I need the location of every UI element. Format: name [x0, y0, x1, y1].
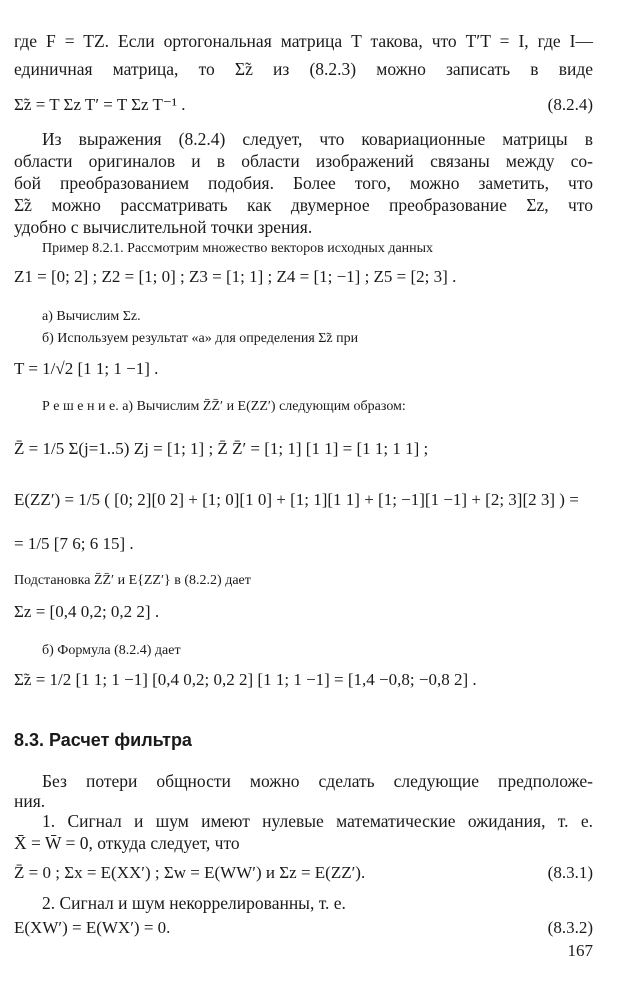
paragraph-line-1: Из выражения (8.2.4) следует, что ковариационные матрицы в: [42, 129, 593, 149]
item-a: а) Вычислим Σz.: [42, 309, 141, 324]
page-number: 167: [567, 941, 593, 960]
section-line-1: Без потери общности можно сделать следующие предположе-: [42, 771, 593, 791]
zbar-text: Z̄ = 1/5 Σ(j=1..5) Zj = [1; 1] ; Z̄ Z̄′ = [1; 1] [1 1] = [1 1; 1 1] ;: [14, 439, 429, 458]
t-definition-text: T = 1/√2 [1 1; 1 −1] .: [14, 359, 159, 378]
sigma-tilde-equation: [14, 660, 593, 700]
substitution-line: Подстановка Z̄Z̄′ и E{ZZ′} в (8.2.2) дает: [14, 573, 251, 588]
sigma-z-equation: [14, 592, 593, 632]
ezz-equation: [14, 478, 593, 522]
vectors-text: Z1 = [0; 2] ; Z2 = [1; 0] ; Z3 = [1; 1] ; Z4 = [1; −1] ; Z5 = [2; 3] .: [14, 267, 457, 286]
sigma-z-text: Σz = [0,4 0,2; 0,2 2] .: [14, 602, 160, 621]
section-line-2: ния.: [14, 791, 46, 811]
equation-number: (8.3.1): [547, 863, 593, 882]
vectors-line: [14, 258, 593, 296]
example-heading: Пример 8.2.1. Рассмотрим множество векторов исходных данных: [42, 241, 434, 256]
text-line-2: единичная матрица, то Σ̃z из (8.2.3) можно записать в виде: [14, 59, 593, 79]
section-line-3: 1. Сигнал и шум имеют нулевые математические ожидания, т. е.: [42, 811, 593, 831]
ezz-result: [14, 524, 593, 564]
equation-number: (8.3.2): [547, 918, 593, 937]
equation-body: Σ̃z = T Σz T′ = T Σz T⁻¹ .: [14, 95, 186, 114]
text-line-1: где F = TZ. Если ортогональная матрица T такова, что T′T = I, где I—: [14, 31, 593, 51]
equation-8-3-2: [14, 914, 593, 942]
equation-number: (8.2.4): [547, 95, 593, 114]
item-b: б) Используем результат «а» для определения Σ̃z при: [42, 331, 359, 346]
equation-8-2-4: [14, 88, 593, 122]
equation-body: E(XW′) = E(WX′) = 0.: [14, 918, 171, 937]
paragraph-line-5: удобно с вычислительной точки зрения.: [14, 217, 313, 237]
formula-b-line: б) Формула (8.2.4) дает: [42, 643, 181, 658]
paragraph-line-3: бой преобразованием подобия. Более того, можно заметить, что: [14, 173, 593, 193]
equation-8-3-1: [14, 856, 593, 890]
section-line-5: 2. Сигнал и шум некоррелированны, т. е.: [42, 893, 346, 913]
ezz-result-text: = 1/5 [7 6; 6 15] .: [14, 534, 134, 553]
equation-body: Z̄ = 0 ; Σx = E(XX′) ; Σw = E(WW′) и Σz = E(ZZ′).: [14, 863, 366, 882]
paragraph-line-4: Σ̃z можно рассматривать как двумерное преобразование Σz, что: [14, 195, 593, 215]
zbar-equation: [14, 424, 593, 474]
sigma-tilde-text: Σ̃z = 1/2 [1 1; 1 −1] [0,4 0,2; 0,2 2] [1 1; 1 −1] = [1,4 −0,8; −0,8 2] .: [14, 670, 477, 689]
solution-heading: Р е ш е н и е. а) Вычислим Z̄Z̄′ и E(ZZ′) следующим образом:: [42, 399, 406, 414]
section-heading: 8.3. Расчет фильтра: [14, 730, 192, 750]
paragraph-line-2: области оригиналов и в области изображений связаны между со-: [14, 151, 593, 171]
section-line-4: X̄ = W̄ = 0, откуда следует, что: [14, 833, 240, 853]
ezz-text: E(ZZ′) = 1/5 ( [0; 2][0 2] + [1; 0][1 0] + [1; 1][1 1] + [1; −1][1 −1] + [2; 3][2 3] ) =: [14, 490, 579, 509]
t-definition: [14, 350, 593, 388]
